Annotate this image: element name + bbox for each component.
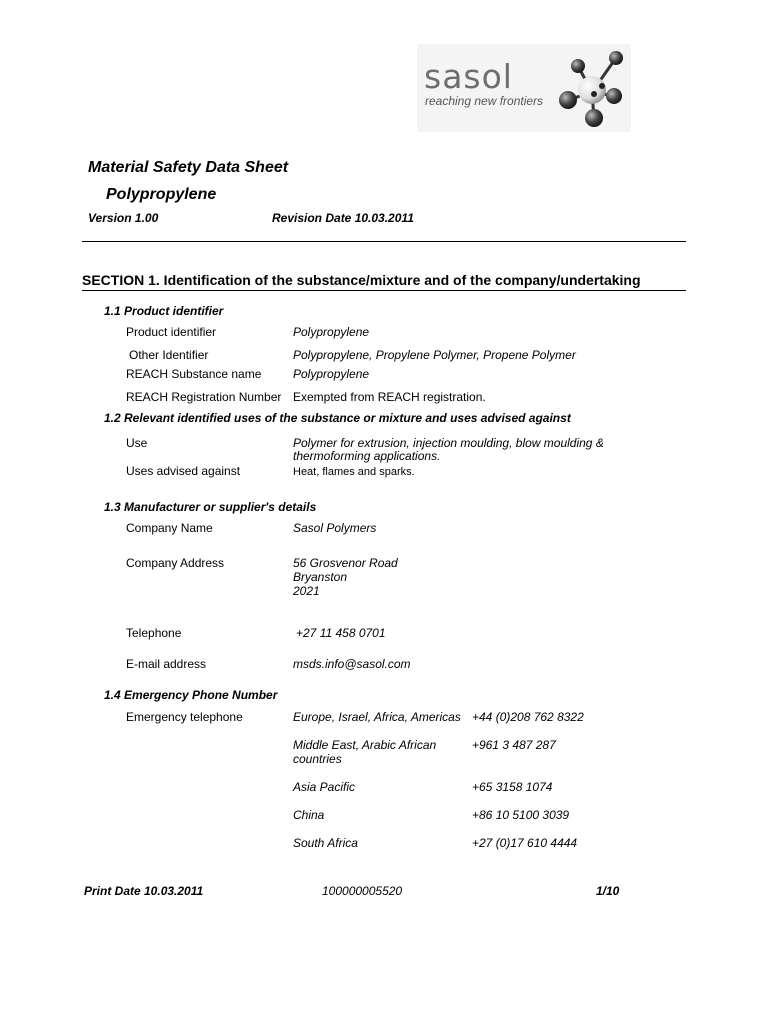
value-address-line3: 2021 (293, 584, 320, 598)
revision-date: Revision Date 10.03.2011 (272, 211, 414, 225)
footer-print-date: Print Date 10.03.2011 (84, 884, 204, 898)
label-uses-advised-against: Uses advised against (126, 464, 241, 478)
value-other-identifier: Polypropylene, Propylene Polymer, Propene Polymer (293, 348, 576, 362)
label-use: Use (126, 436, 148, 450)
heading-1-1: 1.1 Product identifier (104, 304, 224, 318)
value-email: msds.info@sasol.com (293, 657, 411, 671)
document-title: Material Safety Data Sheet (88, 159, 289, 176)
header-divider (82, 241, 686, 242)
label-product-identifier: Product identifier (126, 325, 217, 339)
value-telephone: +27 11 458 0701 (296, 626, 386, 640)
phone-middle-east: +961 3 487 287 (472, 738, 556, 752)
phone-europe: +44 (0)208 762 8322 (472, 710, 584, 724)
footer-page-number: 1/10 (596, 884, 620, 898)
phone-china: +86 10 5100 3039 (472, 808, 570, 822)
label-email: E-mail address (126, 657, 207, 671)
value-address-line2: Bryanston (293, 570, 348, 584)
molecule-logo-icon (556, 50, 628, 130)
phone-south-africa: +27 (0)17 610 4444 (472, 836, 578, 850)
version-label: Version 1.00 (88, 211, 159, 225)
region-middle-east: Middle East, Arabic African (293, 738, 437, 752)
label-emergency-telephone: Emergency telephone (126, 710, 243, 724)
sasol-logo-wordmark: sasol (424, 57, 513, 96)
value-uses-advised-against: Heat, flames and sparks. (293, 466, 415, 478)
heading-1-4: 1.4 Emergency Phone Number (104, 688, 278, 702)
label-company-name: Company Name (126, 521, 213, 535)
label-company-address: Company Address (126, 556, 225, 570)
value-use-line1: Polymer for extrusion, injection moulding, blow moulding & (293, 436, 604, 450)
logo-tagline: reaching new frontiers (425, 94, 544, 108)
label-other-identifier: Other Identifier (129, 348, 209, 362)
value-address-line1: 56 Grosvenor Road (293, 556, 398, 570)
heading-1-2: 1.2 Relevant identified uses of the substance or mixture and uses advised against (104, 411, 571, 425)
value-reach-substance: Polypropylene (293, 367, 370, 381)
label-reach-substance: REACH Substance name (126, 367, 262, 381)
phone-asia-pacific: +65 3158 1074 (472, 780, 553, 794)
section-divider (82, 290, 686, 291)
label-telephone: Telephone (126, 626, 182, 640)
region-south-africa: South Africa (293, 836, 358, 850)
value-use-line2: thermoforming applications. (293, 449, 441, 463)
product-title: Polypropylene (106, 186, 217, 203)
footer-document-number: 100000005520 (322, 884, 403, 898)
region-middle-east-line2: countries (293, 752, 342, 766)
value-product-identifier: Polypropylene (293, 325, 370, 339)
value-reach-registration: Exempted from REACH registration. (293, 390, 486, 404)
region-asia-pacific: Asia Pacific (293, 780, 356, 794)
value-company-name: Sasol Polymers (293, 521, 377, 535)
region-europe: Europe, Israel, Africa, Americas (293, 710, 461, 724)
region-china: China (293, 808, 325, 822)
label-reach-registration: REACH Registration Number (126, 390, 282, 404)
section-1-title: SECTION 1. Identification of the substance/mixture and of the company/undertaking (82, 272, 641, 288)
heading-1-3: 1.3 Manufacturer or supplier's details (104, 500, 317, 514)
